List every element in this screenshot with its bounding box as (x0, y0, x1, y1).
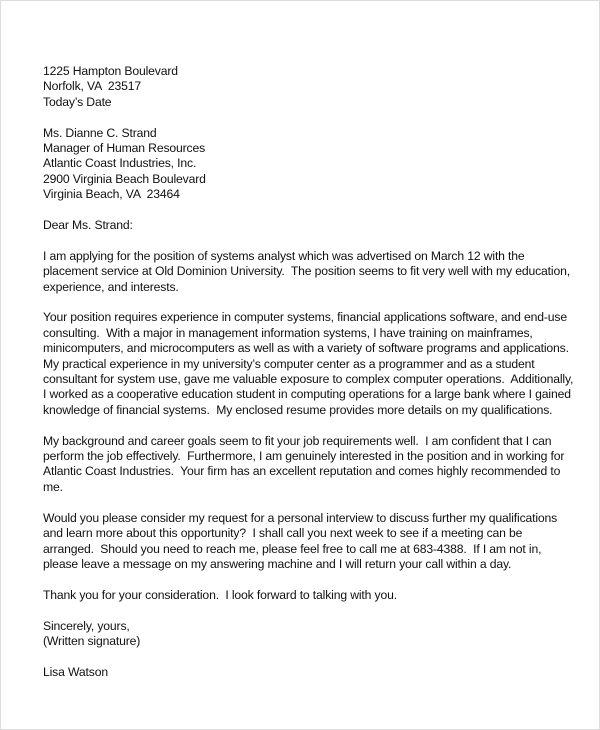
recipient-title: Manager of Human Resources (43, 141, 206, 156)
paragraph-experience (43, 310, 591, 418)
salutation (43, 218, 591, 233)
recipient-street: 2900 Virginia Beach Boulevard (43, 171, 206, 186)
paragraph-line: Atlantic Coast Industries. Your firm has an excellent reputation and comes highly recommended to (43, 464, 561, 479)
paragraph-line: Would you please consider my request for a personal interview to discuss further my qualifications (43, 510, 558, 525)
salutation-text: Dear Ms. Strand: (43, 218, 133, 233)
paragraph-line: placement service at Old Dominion University. The position seems to fit very well with my education, (43, 264, 570, 279)
closing-text: Sincerely, yours, (43, 618, 130, 633)
paragraph-line: perform the job effectively. Furthermore, I am genuinely interested in the position and in working for (43, 449, 565, 464)
paragraph-line: and learn more about this opportunity? I shall call you next week to see if a meeting can be (43, 526, 523, 541)
sender-street: 1225 Hampton Boulevard (43, 64, 178, 78)
cover-letter (43, 64, 591, 696)
recipient-city-state-zip: Virginia Beach, VA 23464 (43, 187, 180, 202)
signature-name: Lisa Watson (43, 664, 108, 679)
letter-date: Today’s Date (43, 94, 112, 109)
paragraph-line: Your position requires experience in computer systems, financial applications software, and end-use (43, 310, 567, 325)
paragraph-line: I worked as a cooperative education student in computing operations for a large bank where I gained (43, 387, 571, 402)
paragraph-line: minicomputers, and microcomputers as well as with a variety of software programs and applications. (43, 341, 569, 356)
paragraph-fit (43, 434, 591, 496)
paragraph-line: me. (43, 479, 63, 494)
paragraph-thanks (43, 588, 591, 603)
recipient-company: Atlantic Coast Industries, Inc. (43, 156, 197, 171)
signature-block (43, 665, 591, 680)
paragraph-line: I am applying for the position of systems analyst which was advertised on March 12 with the (43, 248, 525, 263)
paragraph-interview-request (43, 511, 591, 573)
paragraph-line: arranged. Should you need to reach me, please feel free to call me at 683-4388. If I am not in, (43, 541, 542, 556)
paragraph-line: consultant for system use, gave me valuable exposure to complex computer operations. Additionally, (43, 372, 574, 387)
paragraph-line: knowledge of financial systems. My enclosed resume provides more details on my qualifications. (43, 402, 553, 417)
signature-placeholder: (Written signature) (43, 633, 141, 648)
paragraph-line: Thank you for your consideration. I look forward to talking with you. (43, 587, 397, 602)
closing (43, 619, 591, 650)
paragraph-line: My practical experience in my university’s computer center as a programmer and as a student (43, 356, 535, 371)
paragraph-line: consulting. With a major in management information systems, I have training on mainframes, (43, 325, 533, 340)
paragraph-line: please leave a message on my answering machine and I will return your call within a day. (43, 556, 512, 571)
sender-city-state-zip: Norfolk, VA 23517 (43, 79, 142, 94)
recipient-name: Ms. Dianne C. Strand (43, 125, 157, 140)
paragraph-line: My background and career goals seem to fit your job requirements well. I am confident that I can (43, 433, 552, 448)
paragraph-line: experience, and interests. (43, 279, 179, 294)
recipient-address (43, 126, 591, 203)
paragraph-intro (43, 249, 591, 295)
sender-address (43, 64, 591, 110)
